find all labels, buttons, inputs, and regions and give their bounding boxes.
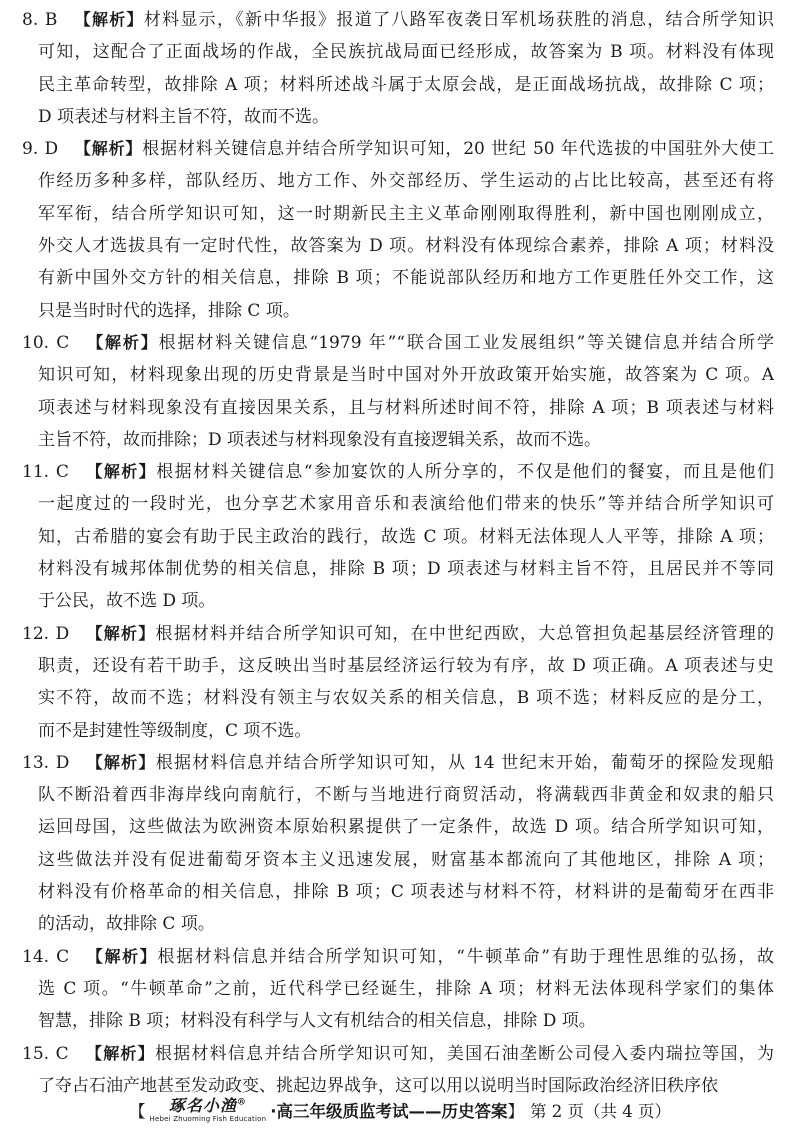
answer-text: 智慧，排除 B 项；材料没有科学与人文有机结合的相关信息，排除 D 项。 <box>38 1011 596 1032</box>
answer-line <box>22 747 774 779</box>
answer-line <box>22 553 774 585</box>
answer-text: 根据材料关键信息并结合所学知识可知，20 世纪 50 年代选拔的中国驻外大使工 <box>142 139 774 160</box>
answer-line <box>22 779 774 811</box>
answer-line <box>22 488 774 520</box>
answer-line <box>22 456 774 488</box>
answer-text: 材料没有城邦体制优势的相关信息，排除 B 项；D 项表述与材料主旨不符，且居民并不等同 <box>38 559 774 580</box>
answer-line <box>22 295 774 327</box>
question-number: 11. C <box>22 462 69 483</box>
answer-text: 根据材料关键信息“1979 年”“联合国工业发展组织”等关键信息并结合所学 <box>158 332 774 353</box>
answer-line <box>22 133 774 165</box>
answer-line <box>22 521 774 553</box>
answer-entry <box>22 327 774 456</box>
answer-text: 只是当时时代的选择，排除 C 项。 <box>38 300 300 321</box>
brand-english-name: Hebei Zhuoming Fish Education <box>149 1114 267 1123</box>
answer-line <box>22 198 774 230</box>
brand-name: 琢名小渔 <box>168 1095 237 1115</box>
answer-line <box>22 844 774 876</box>
footer-bracket-open: 【 <box>129 1102 146 1121</box>
answer-text: 运回母国，这些做法为欧洲资本原始积累提供了一定条件，故选 D 项。结合所学知识可知， <box>38 817 774 838</box>
question-number: 15. C <box>22 1043 69 1064</box>
question-number: 8. B <box>22 10 58 30</box>
answer-line <box>22 262 774 294</box>
exam-title: ·高三年级质监考试——历史答案 <box>270 1102 508 1121</box>
answer-text: 可知，这配合了正面战场的作战，全民族抗战局面已经形成，故答案为 B 项。材料没有体现 <box>38 42 774 63</box>
answer-text: 民主革命转型，故排除 A 项；材料所述战斗属于太原会战，是正面战场抗战，故排除 C 项； <box>38 74 774 95</box>
answer-line <box>22 1038 774 1070</box>
answer-text: 根据材料信息并结合所学知识可知，“牛顿革命”有助于理性思维的弘扬，故 <box>157 946 774 967</box>
registered-mark: ® <box>236 1097 247 1108</box>
footer-bracket-close: 】 <box>507 1102 525 1121</box>
answer-text: 选 C 项。“牛顿革命”之前，近代科学已经诞生，排除 A 项；材料无法体现科学家们的集体 <box>38 978 774 999</box>
answer-line <box>22 908 774 940</box>
answer-text: 有新中国外交方针的相关信息，排除 B 项；不能说部队经历和地方工作更胜任外交工作，这 <box>38 268 774 289</box>
analysis-label: 【解析】 <box>73 10 144 29</box>
analysis-label: 【解析】 <box>85 623 156 643</box>
answer-line <box>22 941 774 973</box>
answer-text: 根据材料关键信息“参加宴饮的人所分享的，不仅是他们的餐宴，而且是他们 <box>156 462 774 483</box>
answer-entry <box>22 618 774 747</box>
question-number: 10. C <box>22 332 70 353</box>
answer-line <box>22 650 774 682</box>
answer-text: 材料显示，《新中华报》报道了八路军夜袭日军机场获胜的消息，结合所学知识 <box>143 10 774 30</box>
page-footer <box>0 1094 800 1126</box>
answer-text: 这些做法并没有促进葡萄牙资本主义迅速发展，财富基本都流向了其他地区，排除 A 项； <box>38 849 774 870</box>
answer-text: 材料没有价格革命的相关信息，排除 B 项；C 项表述与材料不符，材料讲的是葡萄牙在西非 <box>38 882 774 903</box>
answer-text: 根据材料信息并结合所学知识可知，从 14 世纪末开始，葡萄牙的探险发现船 <box>155 752 774 773</box>
analysis-label: 【解析】 <box>74 139 143 159</box>
answer-text: 作经历多种多样，部队经历、地方工作、外交部经历、学生运动的占比比较高，甚至还有将 <box>38 171 774 192</box>
answer-line <box>22 973 774 1005</box>
page-number: 第 2 页（共 4 页） <box>530 1102 671 1121</box>
question-number: 14. C <box>22 946 70 967</box>
analysis-label: 【解析】 <box>85 946 158 966</box>
answer-text: 军军衔，结合所学知识可知，这一时期新民主主义革命刚刚取得胜利，新中国也刚刚成立， <box>38 203 774 224</box>
question-number: 9. D <box>22 139 59 160</box>
answer-text: 主旨不符，故而排除；D 项表述与材料现象没有直接逻辑关系，故而不选。 <box>38 429 602 450</box>
answer-text: 根据材料信息并结合所学知识可知，美国石油垄断公司侵入委内瑞拉等国，为 <box>154 1043 774 1064</box>
answer-text: 知识可知，材料现象出现的历史背景是当时中国对外开放政策开始实施，故答案为 C 项。A <box>38 365 774 386</box>
answer-text: 队不断沿着西非海岸线向南航行，不断与当地进行商贸活动，将满载西非黄金和奴隶的船只 <box>38 785 774 806</box>
answer-text: 于公民，故不选 D 项。 <box>38 591 216 612</box>
answer-text: 实不符，故而不选；材料没有领主与农奴关系的相关信息，B 项不选；材料反应的是分工， <box>38 688 774 709</box>
answer-line <box>22 392 774 424</box>
answer-text: 一起度过的一段时光，也分享艺术家用音乐和表演给他们带来的快乐”等并结合所学知识可 <box>38 494 774 515</box>
answer-entry <box>22 1038 774 1103</box>
answer-text: 了夺占石油产地甚至发动政变、挑起边界战争，这可以用以说明当时国际政治经济旧秩序依 <box>38 1075 718 1096</box>
answer-text: 职责，还设有若干助手，这反映出当时基层经济运行较为有序，故 D 项正确。A 项表述与史 <box>38 655 774 676</box>
answer-entry <box>22 4 774 133</box>
answer-entry <box>22 941 774 1038</box>
answer-text: 的活动，故排除 C 项。 <box>38 914 215 935</box>
answer-line <box>22 4 774 36</box>
answer-text: 项表述与材料现象没有直接因果关系，且与材料所述时间不符，排除 A 项；B 项表述与材料 <box>38 397 774 418</box>
answer-line <box>22 1005 774 1037</box>
question-number: 12. D <box>22 623 70 644</box>
answer-line <box>22 101 774 133</box>
analysis-label: 【解析】 <box>84 1043 155 1063</box>
question-number: 13. D <box>22 752 70 773</box>
answer-entry <box>22 133 774 327</box>
answer-line <box>22 36 774 68</box>
answer-line <box>22 811 774 843</box>
answer-text: D 项表述与材料主旨不符，故而不选。 <box>38 106 330 127</box>
answer-line <box>22 165 774 197</box>
analysis-label: 【解析】 <box>85 332 159 352</box>
answer-entry <box>22 747 774 941</box>
answer-text: 知，古希腊的宴会有助于民主政治的践行，故选 C 项。材料无法体现人人平等，排除 A 项； <box>38 526 774 547</box>
answer-line <box>22 618 774 650</box>
answer-text: 根据材料并结合所学知识可知，在中世纪西欧，大总管担负起基层经济管理的 <box>155 623 774 644</box>
answer-line <box>22 424 774 456</box>
analysis-label: 【解析】 <box>85 752 156 772</box>
answer-entry <box>22 456 774 617</box>
answer-line <box>22 359 774 391</box>
answer-line <box>22 585 774 617</box>
answer-text: 外交人才选拔具有一定时代性，故答案为 D 项。材料没有体现综合素养，排除 A 项；材料没 <box>38 236 774 257</box>
answer-line <box>22 69 774 101</box>
answer-line <box>22 327 774 359</box>
answer-line <box>22 682 774 714</box>
analysis-label: 【解析】 <box>84 462 157 482</box>
answer-line <box>22 876 774 908</box>
answer-line <box>22 230 774 262</box>
answer-line <box>22 715 774 747</box>
answer-list <box>22 4 774 1102</box>
answer-text: 而不是封建性等级制度，C 项不选。 <box>38 720 312 741</box>
brand-logo <box>149 1095 267 1123</box>
